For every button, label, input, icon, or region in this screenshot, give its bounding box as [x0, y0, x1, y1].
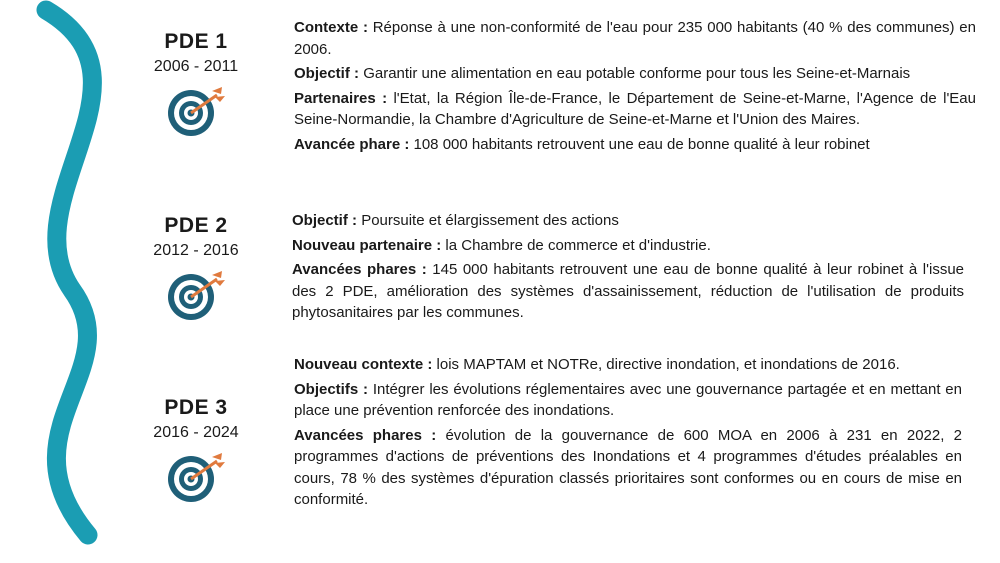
- detail-label: Nouveau contexte :: [294, 356, 433, 373]
- detail-text: lois MAPTAM et NOTRe, directive inondation, et inondations de 2016.: [436, 356, 900, 373]
- detail-text: Réponse à une non-conformité de l'eau pour 235 000 habitants (40 % des communes) en 2006.: [294, 19, 976, 58]
- detail-item: [294, 63, 976, 85]
- detail-label: Objectif :: [294, 65, 360, 82]
- detail-item: [294, 354, 962, 376]
- detail-label: Nouveau partenaire :: [292, 236, 442, 254]
- detail-item: [294, 379, 962, 422]
- phase-details: [292, 210, 964, 327]
- phase-header: [140, 396, 252, 505]
- detail-text: 145 000 habitants retrouvent une eau de bonne qualité à leur robinet à l'issue des 2 PDE, amélioration des systèmes d'assainissement, réduction de l'utilisation de produits phytosanitaires par les communes.: [292, 261, 964, 321]
- detail-label: Avancée phare :: [294, 135, 410, 153]
- detail-item: [292, 210, 964, 232]
- phase-years: 2006 - 2011: [153, 58, 239, 75]
- phase-years: 2012 - 2016: [153, 242, 239, 259]
- phase-details: [294, 354, 962, 514]
- phase-header: [140, 214, 252, 323]
- detail-item: [294, 17, 976, 60]
- detail-item: [294, 425, 962, 511]
- detail-label: Partenaires :: [294, 89, 388, 107]
- phase-years: 2016 - 2024: [153, 424, 239, 441]
- detail-text: Intégrer les évolutions réglementaires avec une gouvernance partagée et en mettant en place une prévention renforcée des inondations.: [294, 380, 962, 419]
- detail-item: [292, 259, 964, 324]
- target-icon: [165, 83, 227, 139]
- detail-label: Avancées phares :: [294, 426, 437, 444]
- detail-text: évolution de la gouvernance de 600 MOA en 2006 à 231 en 2022, 2 programmes d'actions de préventions des Inondations et 4 programmes d'études préalables en cours, 78 % des systèmes d'épuration classés prioritaires sont conformes ou en cours de mise en conformité.: [294, 426, 963, 508]
- detail-text: Poursuite et élargissement des actions: [361, 212, 619, 229]
- phase-header: [140, 30, 252, 139]
- timeline-wave: [0, 0, 140, 563]
- detail-item: [294, 88, 976, 131]
- detail-text: la Chambre de commerce et d'industrie.: [445, 236, 711, 254]
- phase-details: [294, 17, 976, 158]
- detail-item: [294, 134, 976, 156]
- target-icon: [165, 449, 227, 505]
- phase-title: PDE 2: [164, 214, 228, 237]
- detail-text: Garantir une alimentation en eau potable conforme pour tous les Seine-et-Marnais: [363, 65, 911, 82]
- detail-text: 108 000 habitants retrouvent une eau de bonne qualité à leur robinet: [413, 135, 870, 153]
- detail-label: Objectif :: [292, 212, 358, 229]
- detail-text: l'Etat, la Région Île-de-France, le Département de Seine-et-Marne, l'Agence de l'Eau Seine-Normandie, la Chambre d'Agriculture de Seine-et-Marne et l'Union des Maires.: [294, 89, 976, 128]
- target-icon: [165, 267, 227, 323]
- detail-label: Avancées phares :: [292, 261, 427, 278]
- phase-title: PDE 3: [164, 396, 228, 419]
- detail-label: Objectifs :: [294, 380, 368, 398]
- detail-label: Contexte :: [294, 19, 368, 36]
- phase-title: PDE 1: [164, 30, 228, 53]
- detail-item: [292, 235, 964, 257]
